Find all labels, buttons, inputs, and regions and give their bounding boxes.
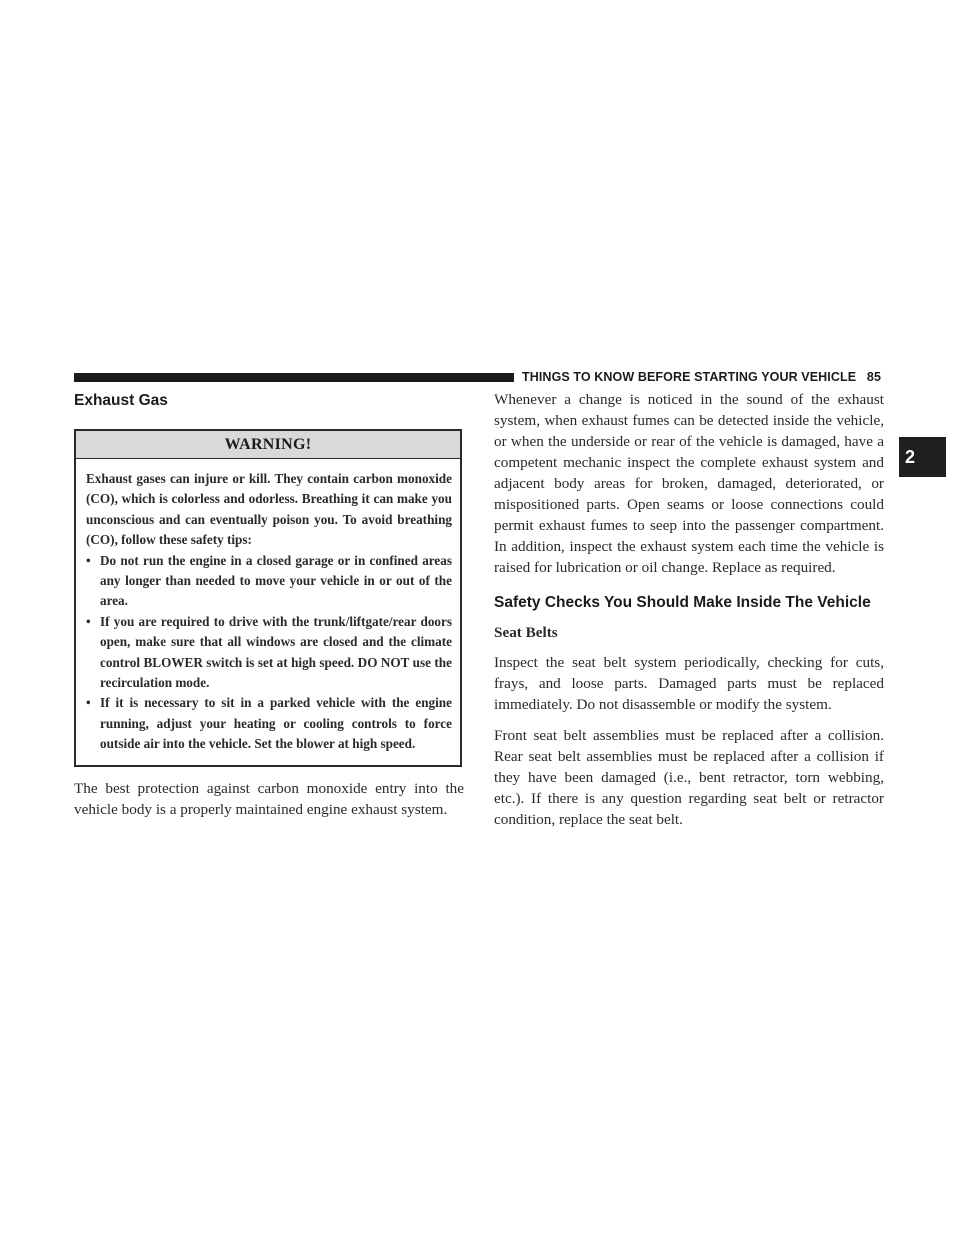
right-column bbox=[494, 389, 884, 830]
chapter-tab: 2 bbox=[899, 437, 946, 477]
body-paragraph: Inspect the seat belt system periodically, checking for cuts, frays, and loose parts. Damaged parts must be replaced immediately. Do not disassemble or modify the system. bbox=[494, 654, 884, 713]
page-number: 85 bbox=[866, 370, 882, 384]
section-title-safety-checks: Safety Checks You Should Make Inside The Vehicle bbox=[494, 594, 871, 611]
body-paragraph: The best protection against carbon monoxide entry into the vehicle body is a properly maintained engine exhaust system. bbox=[74, 779, 464, 818]
warning-title: WARNING! bbox=[76, 431, 460, 459]
warning-bullet: • Do not run the engine in a closed garage or in confined areas any longer than needed to move your vehicle in or out of the area. bbox=[86, 552, 452, 609]
subsection-title-seat-belts: Seat Belts bbox=[494, 624, 558, 641]
warning-box bbox=[74, 429, 462, 767]
bullet-icon: • bbox=[86, 552, 91, 568]
warning-bullet: • If it is necessary to sit in a parked vehicle with the engine running, adjust your heating or cooling controls to force outside air into the vehicle. Set the blower at high speed. bbox=[86, 695, 452, 752]
section-title-exhaust-gas: Exhaust Gas bbox=[74, 392, 168, 409]
warning-list bbox=[86, 551, 452, 755]
warning-body bbox=[76, 459, 460, 765]
bullet-icon: • bbox=[86, 695, 91, 711]
running-header bbox=[522, 370, 886, 384]
body-paragraph: Whenever a change is noticed in the sound of the exhaust system, when exhaust fumes can be detected inside the vehicle, or when the underside or rear of the vehicle is damaged, have a competent mechanic inspect the complete exhaust system and adjacent body areas for broken, damaged, deteriorated, or mispositioned parts. Open seams or loose connections could permit exhaust fumes to seep into the passenger compartment. In addition, inspect the exhaust system each time the vehicle is raised for lubrication or oil change. Replace as required. bbox=[494, 391, 884, 576]
left-column bbox=[74, 392, 464, 820]
warning-bullet: • If you are required to drive with the trunk/liftgate/rear doors open, make sure that all windows are closed and the climate control BLOWER switch is set at high speed. DO NOT use the recirculation mode. bbox=[86, 613, 452, 691]
body-paragraph: Front seat belt assemblies must be replaced after a collision. Rear seat belt assemblies must be replaced after a collision if they have been damaged (i.e., bent retractor, torn webbing, etc.). If there is any question regarding seat belt or retractor condition, replace the seat belt. bbox=[494, 727, 884, 828]
bullet-icon: • bbox=[86, 613, 91, 629]
warning-intro: Exhaust gases can injure or kill. They contain carbon monoxide (CO), which is colorless and odorless. Breathing it can make you unconscious and can eventually poison you. To avoid breathing (CO), follow these safety tips: bbox=[86, 471, 452, 548]
header-rule bbox=[74, 373, 514, 382]
header-title: THINGS TO KNOW BEFORE STARTING YOUR VEHICLE bbox=[522, 370, 857, 384]
